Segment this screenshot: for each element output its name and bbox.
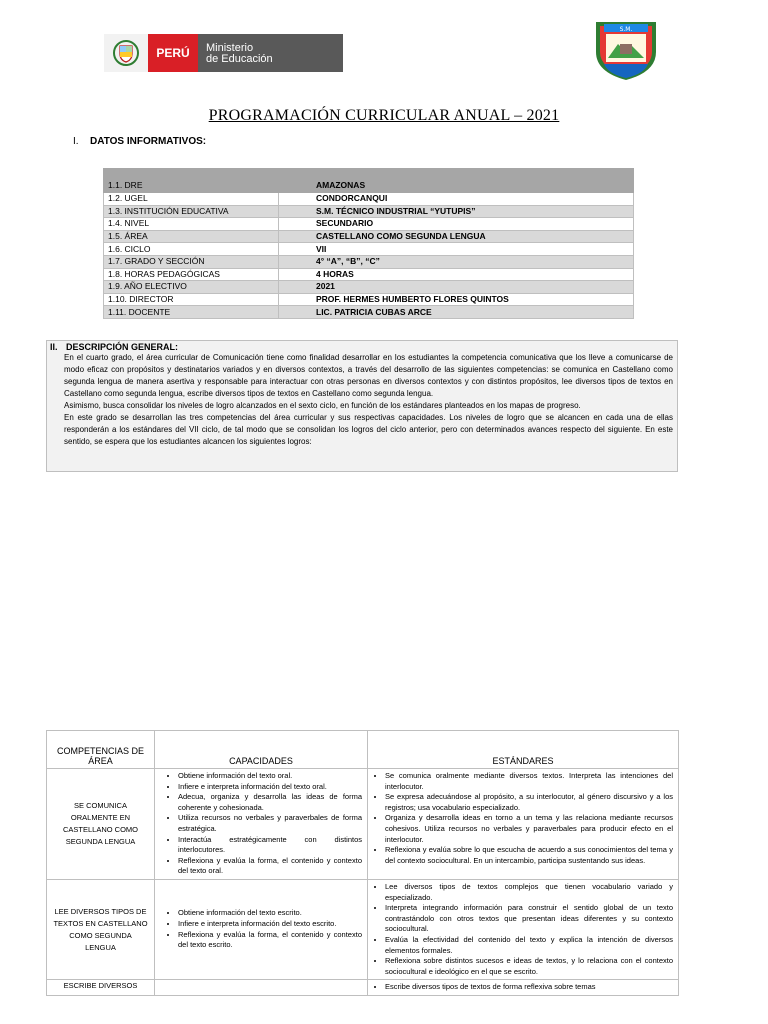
competencies-table bbox=[46, 730, 679, 996]
list-item: • Se comunica oralmente mediante diversos textos. Interpreta las intenciones del interlocutor. bbox=[385, 771, 673, 792]
school-shield-icon bbox=[594, 18, 658, 82]
table-row: 1.9. AÑO ELECTIVO 2021 bbox=[104, 281, 634, 294]
ministry-name: Ministerio de Educación bbox=[198, 34, 343, 72]
svg-text:S.M.: S.M. bbox=[619, 26, 633, 33]
list-item: • Reflexiona sobre distintos sucesos e ideas de textos, y lo relaciona con el contexto sociocultural e ideológico en el que se escrito. bbox=[385, 956, 673, 977]
list-item: • Interactúa estratégicamente con distintos interlocutores. bbox=[178, 835, 362, 856]
standards-cell bbox=[368, 769, 679, 880]
list-item: • Organiza y desarrolla ideas en torno a un tema y las relaciona mediante recursos cohesivos. Utiliza recursos no verbales y paraverbales para producir efecto en el interlocutor. bbox=[385, 813, 673, 845]
competency-name: SE COMUNICA ORALMENTE EN CASTELLANO COMO SEGUNDA LENGUA bbox=[47, 769, 155, 880]
table-row bbox=[47, 879, 679, 979]
coat-of-arms-icon bbox=[104, 34, 148, 72]
list-item: • Interpreta integrando información para construir el sentido global de un texto contrastándolo con otros textos que presentan ideas diferentes y su contexto sociocultural. bbox=[385, 903, 673, 935]
table-row: 1.5. ÁREA CASTELLANO COMO SEGUNDA LENGUA bbox=[104, 230, 634, 243]
section-heading-descripcion: II. DESCRIPCIÓN GENERAL: bbox=[50, 342, 179, 352]
capacities-cell bbox=[155, 980, 368, 996]
country-label: PERÚ bbox=[148, 34, 198, 72]
table-row: 1.2. UGEL CONDORCANQUI bbox=[104, 193, 634, 206]
ministry-logo bbox=[104, 34, 343, 72]
section-heading-datos: I. DATOS INFORMATIVOS: bbox=[73, 136, 207, 147]
standards-cell bbox=[368, 980, 679, 996]
document-title: PROGRAMACIÓN CURRICULAR ANUAL – 2021 bbox=[208, 107, 560, 124]
list-item: • Infiere e interpreta información del texto oral. bbox=[178, 782, 362, 793]
table-row: 1.6. CICLO VII bbox=[104, 243, 634, 256]
header-capacidades: CAPACIDADES bbox=[155, 731, 368, 769]
table-row: 1.11. DOCENTE LIC. PATRICIA CUBAS ARCE bbox=[104, 306, 634, 319]
list-item: • Escribe diversos tipos de textos de forma reflexiva sobre temas bbox=[385, 982, 673, 993]
table-row: 1.3. INSTITUCIÓN EDUCATIVA S.M. TÉCNICO INDUSTRIAL “YUTUPIS” bbox=[104, 205, 634, 218]
list-item: • Reflexiona y evalúa sobre lo que escucha de acuerdo a sus conocimientos del tema y del contexto sociocultural. En un intercambio, participa sustentando sus ideas. bbox=[385, 845, 673, 866]
list-item: • Reflexiona y evalúa la forma, el contenido y contexto del texto oral. bbox=[178, 856, 362, 877]
list-item: • Se expresa adecuándose al propósito, a su interlocutor, al género discursivo y a los registros; usa vocabulario especializado. bbox=[385, 792, 673, 813]
list-item: • Reflexiona y evalúa la forma, el contenido y contexto del texto escrito. bbox=[178, 930, 362, 951]
table-row bbox=[47, 980, 679, 996]
header-estandares: ESTÁNDARES bbox=[368, 731, 679, 769]
list-item: • Utiliza recursos no verbales y paraverbales de forma estratégica. bbox=[178, 813, 362, 834]
list-item: • Infiere e interpreta información del texto escrito. bbox=[178, 919, 362, 930]
table-row: 1.4. NIVEL SECUNDARIO bbox=[104, 218, 634, 231]
competency-name: ESCRIBE DIVERSOS bbox=[47, 980, 155, 996]
capacities-cell bbox=[155, 769, 368, 880]
competency-name: LEE DIVERSOS TIPOS DE TEXTOS EN CASTELLANO COMO SEGUNDA LENGUA bbox=[47, 879, 155, 979]
capacities-cell bbox=[155, 879, 368, 979]
table-row: 1.7. GRADO Y SECCIÓN 4° “A”, “B”, “C” bbox=[104, 255, 634, 268]
list-item: • Obtiene información del texto escrito. bbox=[178, 908, 362, 919]
header-competencias: COMPETENCIAS DE ÁREA bbox=[47, 731, 155, 769]
paragraph: En el cuarto grado, el área curricular de Comunicación tiene como finalidad desarrollar en los estudiantes la competencia comunicativa que los lleve a comunicarse de modo eficaz con propósitos y destinatarios variados y en diversos contextos, a través del desarrollo de las siguientes competencias: se comunica en Castellano como segunda lengua de manera asertiva y responsable para interactuar con otras personas en diversos contextos y con distintos propósitos, lee diversos tipos de textos en Castellano como segunda lengua, escribe diversos tipos de textos en Castellano como segunda lengua. bbox=[64, 353, 673, 398]
list-item: • Adecua, organiza y desarrolla las ideas de forma coherente y cohesionada. bbox=[178, 792, 362, 813]
info-table bbox=[103, 168, 634, 319]
list-item: • Evalúa la efectividad del contenido del texto y explica la intención de diversos elementos formales. bbox=[385, 935, 673, 956]
table-row bbox=[47, 769, 679, 880]
table-header-row bbox=[47, 731, 679, 769]
description-text bbox=[64, 352, 673, 448]
paragraph: En este grado se desarrollan las tres competencias del área curricular y sus respectivas capacidades. Los niveles de logro que se alcancen en cada una de ellas responderán a los estándares del VII ciclo, de tal modo que se consolidan los logros del ciclo anterior, pero con determinados avances respecto del siguiente. En este sentido, se espera que los estudiantes alcancen los siguientes logros: bbox=[64, 413, 673, 446]
table-row: 1.8. HORAS PEDAGÓGICAS 4 HORAS bbox=[104, 268, 634, 281]
list-item: • Obtiene información del texto oral. bbox=[178, 771, 362, 782]
list-item: • Lee diversos tipos de textos complejos que tienen vocabulario variado y especializado. bbox=[385, 882, 673, 903]
table-row: 1.1. DRE AMAZONAS bbox=[104, 169, 634, 193]
table-row: 1.10. DIRECTOR PROF. HERMES HUMBERTO FLORES QUINTOS bbox=[104, 293, 634, 306]
paragraph: Asimismo, busca consolidar los niveles de logro alcanzados en el sexto ciclo, en función de los estándares planteados en los mapas de progreso. bbox=[64, 401, 581, 410]
standards-cell bbox=[368, 879, 679, 979]
